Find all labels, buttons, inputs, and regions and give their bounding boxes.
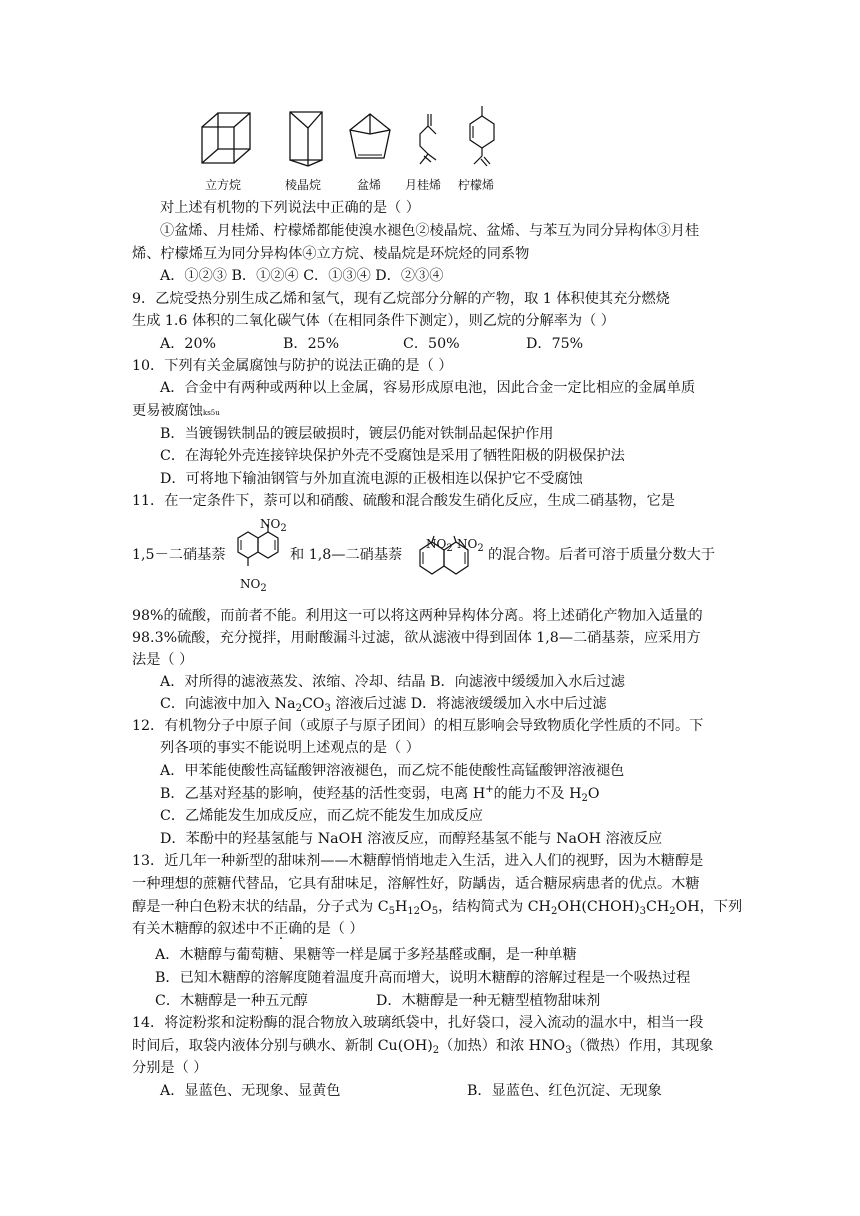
q11-c-pre: C．向滤液中加入 Na [160,696,296,712]
q12-option-c: C．乙烯能发生加成反应，而乙烷不能发生加成反应 [160,808,483,824]
q11-name-18: 和 1,8—二硝基萘 [290,547,403,563]
q14-line2: 时间后，取袋内液体分别与碘水、新制 $Cu(OH)_2$（加热）和浓 $HNO_3$（微热）作用，其现象 [132,1038,714,1056]
q9-line2: 生成 1.6 体积的二氧化碳气体（在相同条件下测定），则乙烷的分解率为（ ） [132,313,615,329]
myrcene-structure [410,112,440,168]
q12-option-b: B．乙基对羟基的影响，使羟基的活性变弱，电离 H+的能力不及 $H_2O$ [160,784,600,804]
q11-name-15: 1,5－二硝基萘 [132,547,226,563]
q11-c-post: CO [301,696,325,712]
q13-line3-mid2: OH(CHOH) [557,899,640,915]
q13-line3-mid3: CH [646,899,670,915]
q11-option-a-b: A．对所得的滤液蒸发、浓缩、冷却、结晶 B．向滤液中缓缓加入水后过滤 [160,674,625,690]
q13-line2: 一种理想的蔗糖代替品，它具有甜味足，溶解性好，防龋齿，适合糖尿病患者的优点。木糖 [132,876,700,892]
q14-line3: 分别是（ ） [132,1060,208,1076]
q10-option-a-1: A．合金中有两种或两种以上金属，容易形成原电池，因此合金一定比相应的金属单质 [160,380,696,396]
q14-line2-post: （加热）和浓 HNO [439,1038,566,1054]
q11-line4: 98.3%硫酸，充分搅拌，用耐酸漏斗过滤，欲从滤液中得到固体 1,8—二硝基萘，应采用方 [132,630,701,646]
q14-line2-pre: 时间后，取袋内液体分别与碘水、新制 Cu(OH) [132,1038,433,1054]
q10-option-a-2-text: 更易被腐蚀 [132,403,203,419]
q12-b-post: 的能力不及 H [493,786,582,802]
q13-option-d: D．木糖醇是一种无糖型植物甜味剂 [376,993,601,1009]
q8-line2: 烯、柠檬烯互为同分异构体④立方烷、棱晶烷是环烷烃的同系物 [132,246,530,262]
q14-option-b: B．显蓝色、红色沉淀、无现象 [467,1083,662,1099]
cubane-structure [198,105,258,167]
q11-line5: 法是（ ） [132,652,194,668]
q13-emphasis-text: 不正确 [259,921,303,937]
basketene-structure [346,112,396,168]
q11-c-end: 溶液后过滤 D．将滤液缓缓加入水中后过滤 [330,696,607,712]
q13-line3-mid: ，结构简式为 CH [438,899,551,915]
myrcene-label: 月桂烯 [405,178,442,192]
q13-line4-end: 的是（ ） [302,921,364,937]
q12-b-pre: B．乙基对羟基的影响，使羟基的活性变弱，电离 H [160,786,486,802]
q11-line3: 98%的硫酸，而前者不能。利用这一可以将这两种异构体分离。将上述硝化产物加入适量的 [132,608,703,624]
prismane-structure [284,108,334,170]
no2-left-label: $NO_2$ [426,537,453,554]
q13-line4 [132,919,364,939]
no2-bottom-text: NO [240,577,261,591]
q10-option-c: C．在海轮外壳连接锌块保护外壳不受腐蚀是采用了牺牲阳极的阴极保护法 [160,448,625,464]
q12-option-a: A．甲苯能使酸性高锰酸钾溶液褪色，而乙烷不能使酸性高锰酸钾溶液褪色 [160,763,625,779]
q11-tail: 的混合物。后者可溶于质量分数大于 [488,547,716,563]
no2-right-text: NO [457,537,478,551]
no2-bottom-label: $NO_2$ [240,577,267,594]
q13-line4-pre: 有关木糖醇的叙述中 [132,921,260,937]
q12-b-end: O [587,786,600,802]
q13-line3-pre: 醇是一种白色粉末状的结晶，分子式为 C [132,899,389,915]
q13-line3: 醇是一种白色粉末状的结晶，分子式为 $C_5H_{12}O_5$，结构简式为 $CH_2OH(CHOH)_3CH_2OH$，下列 [132,899,743,917]
no2-top-label: $NO_2$ [260,517,287,534]
q9-line1: 9．乙烷受热分别生成乙烯和氢气，现有乙烷部分分解的产物，取 1 体积使其充分燃烧 [132,291,670,307]
q13-option-b: B．已知木糖醇的溶解度随着温度升高而增大，说明木糖醇的溶解过程是一个吸热过程 [155,970,691,986]
q9-option-a: A．20% [160,336,216,352]
no2-top-text: NO [260,517,281,531]
q10-option-b: B．当镀锡铁制品的镀层破损时，镀层仍能对铁制品起保护作用 [160,426,554,442]
q12-line2: 列各项的事实不能说明上述观点的是（ ） [160,740,420,756]
q13-line1: 13．近几年一种新型的甜味剂——木糖醇悄悄地走入生活，进入人们的视野，因为木糖醇是 [132,853,704,869]
cubane-label: 立方烷 [205,178,242,192]
q9-option-c: C．50% [403,336,460,352]
q14-line2-end: （微热）作用，其现象 [571,1038,714,1054]
limonene-label: 柠檬烯 [458,178,495,192]
q13-line3-end: OH，下列 [675,899,743,915]
prismane-label: 棱晶烷 [285,178,322,192]
watermark-mark: ks5u [202,409,220,417]
q10-option-a-2 [132,401,220,423]
q10-stem: 10．下列有关金属腐蚀与防护的说法正确的是（ ） [132,358,453,374]
q13-option-a: A．木糖醇与葡萄糖、果糖等一样是属于多羟基醛或酮，是一种单糖 [155,947,577,963]
q12-line1: 12．有机物分子中原子间（或原子与原子团间）的相互影响会导致物质化学性质的不同。下 [132,718,704,734]
no2-right-label: $NO_2$ [457,537,484,554]
no2-left-text: NO [426,537,447,551]
q11-line1: 11．在一定条件下，萘可以和硝酸、硫酸和混合酸发生硝化反应，生成二硝基物，它是 [132,493,675,509]
q8-stem: 对上述有机物的下列说法中正确的是（ ） [160,200,420,216]
q14-line1: 14．将淀粉浆和淀粉酶的混合物放入玻璃纸袋中，扎好袋口，浸入流动的温水中，相当一段 [132,1015,704,1031]
limonene-structure [462,104,502,170]
q8-options: A．①②③ B．①②④ C．①③④ D．②③④ [160,268,444,284]
q13-option-c: C．木糖醇是一种五元醇 [155,993,308,1009]
q8-line1: ①盆烯、月桂烯、柠檬烯都能使溴水褪色②棱晶烷、盆烯、与苯互为同分异构体③月桂 [160,223,700,239]
q11-option-c-d: C．向滤液中加入 $Na_2CO_3$ 溶液后过滤 D．将滤液缓缓加入水中后过滤 [160,696,607,714]
basketene-label: 盆烯 [357,178,382,192]
q9-option-b: B．25% [283,336,340,352]
q9-option-d: D．75% [526,336,584,352]
q10-option-d: D．可将地下输油钢管与外加直流电源的正极相连以保护它不受腐蚀 [160,471,583,487]
q14-option-a: A．显蓝色、无现象、显黄色 [160,1083,341,1099]
q12-option-d: D．苯酚中的羟基氢能与 NaOH 溶液反应，而醇羟基氢不能与 NaOH 溶液反应 [160,831,663,847]
